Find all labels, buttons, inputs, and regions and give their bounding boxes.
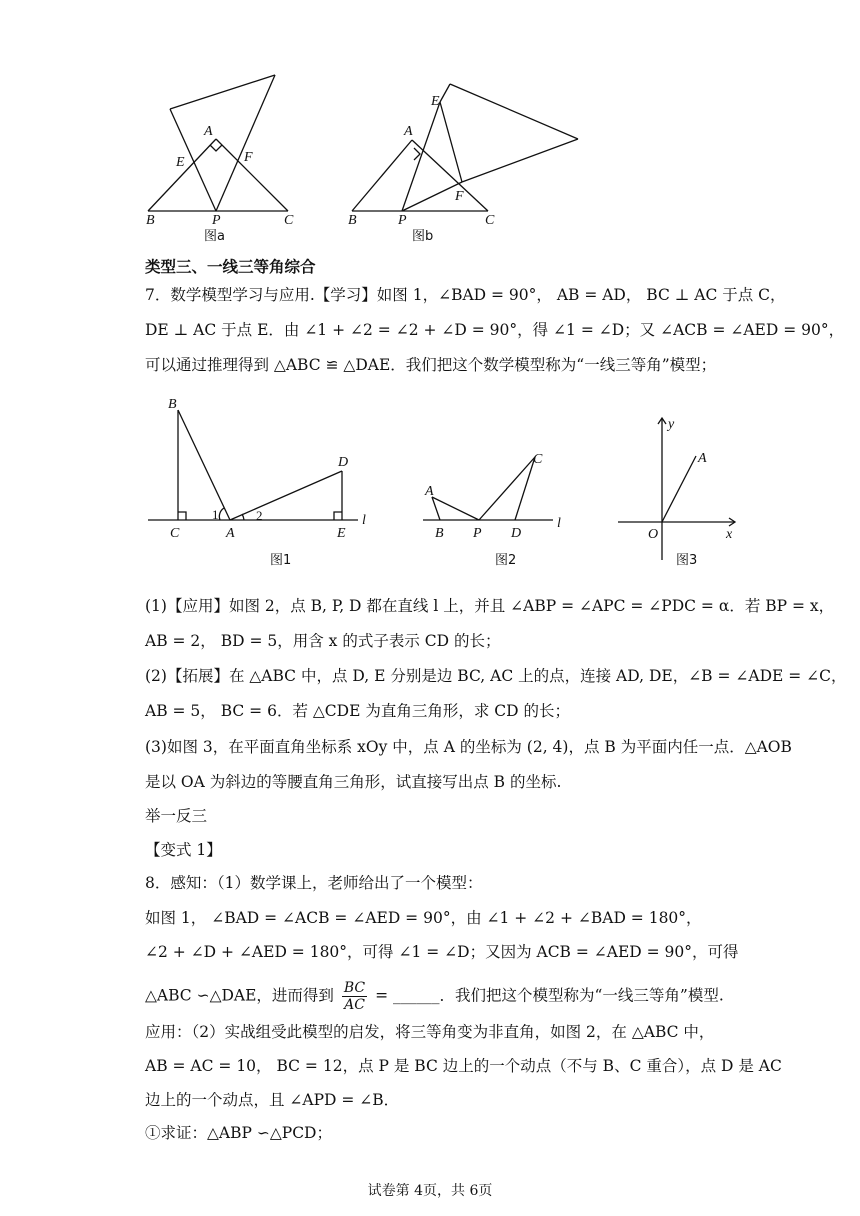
q7-line-1: 7．数学模型学习与应用.【学习】如图 1，∠BAD = 90°， AB = AD， BC ⊥ AC 于点 C， — [145, 286, 786, 304]
caption-fig-b: 图b — [412, 229, 434, 244]
label-A: A — [698, 451, 707, 466]
figure-2 — [415, 445, 575, 570]
caption-fig-3: 图3 — [676, 553, 698, 568]
label-F: F — [244, 150, 253, 165]
section-title: 举一反三 — [145, 807, 208, 825]
q8-line-4-post: = ______．我们把这个模型称为“一线三等角”模型. — [375, 986, 724, 1005]
q7-part3-line-2: 是以 OA 为斜边的等腰直角三角形，试直接写出点 B 的坐标. — [145, 773, 562, 791]
label-C: C — [533, 452, 543, 467]
figure-a — [140, 68, 330, 244]
label-A: A — [226, 526, 235, 541]
section-heading: 类型三、一线三等角综合 — [145, 258, 316, 276]
caption-fig-1: 图1 — [270, 553, 292, 568]
q8-line-6: AB = AC = 10， BC = 12，点 P 是 BC 边上的一个动点（不与 B、C 重合），点 D 是 AC — [145, 1057, 782, 1075]
caption-fig-2: 图2 — [495, 553, 517, 568]
figure-b — [340, 76, 590, 244]
label-C: C — [284, 213, 294, 228]
caption-fig-a: 图a — [204, 229, 225, 244]
label-C: C — [485, 213, 495, 228]
label-P: P — [212, 213, 221, 228]
label-C: C — [170, 526, 180, 541]
label-P: P — [473, 526, 482, 541]
label-E: E — [431, 94, 440, 109]
q7-line-2: DE ⊥ AC 于点 E．由 ∠1 + ∠2 = ∠2 + ∠D = 90°，得 ∠1 = ∠D；又 ∠ACB = ∠AED = 90°， — [145, 321, 845, 339]
label-B: B — [435, 526, 444, 541]
fraction-denominator: AC — [344, 997, 365, 1013]
figure-3 — [610, 410, 745, 570]
label-F: F — [455, 189, 464, 204]
q8-line-3: ∠2 + ∠D + ∠AED = 180°，可得 ∠1 = ∠D；又因为 ACB = ∠AED = 90°，可得 — [145, 943, 739, 961]
q7-part1-line-1: (1)【应用】如图 2，点 B, P, D 都在直线 l 上，并且 ∠ABP = ∠APC = ∠PDC = α．若 BP = x， — [145, 597, 835, 615]
label-l: l — [362, 513, 366, 528]
label-D: D — [338, 455, 349, 470]
label-E: E — [337, 526, 346, 541]
q8-line-1: 8．感知：（1）数学课上，老师给出了一个模型： — [145, 874, 483, 892]
label-angle-1: 1 — [212, 507, 219, 522]
label-P: P — [398, 213, 407, 228]
q8-line-8: ①求证：△ABP ∽△PCD； — [145, 1124, 332, 1142]
q7-part3-line-1: (3)如图 3，在平面直角坐标系 xOy 中，点 A 的坐标为 (2, 4)，点 B 为平面内任一点．△AOB — [145, 738, 792, 756]
q8-line-4 — [145, 980, 724, 1013]
q7-part1-line-2: AB = 2， BD = 5，用含 x 的式子表示 CD 的长； — [145, 632, 501, 650]
figure-1 — [140, 390, 380, 570]
label-y: y — [668, 417, 675, 432]
label-l: l — [557, 516, 561, 531]
q7-part2-line-1: (2)【拓展】在 △ABC 中，点 D, E 分别是边 BC, AC 上的点，连接 AD, DE，∠B = ∠ADE = ∠C， — [145, 667, 847, 685]
variant-label: 【变式 1】 — [145, 841, 222, 859]
fraction — [342, 980, 367, 1013]
q7-part2-line-2: AB = 5， BC = 6．若 △CDE 为直角三角形，求 CD 的长； — [145, 702, 570, 720]
label-D: D — [511, 526, 522, 541]
label-x: x — [726, 527, 733, 542]
q8-line-2: 如图 1， ∠BAD = ∠ACB = ∠AED = 90°，由 ∠1 + ∠2 + ∠BAD = 180°， — [145, 909, 702, 927]
label-B: B — [168, 397, 177, 412]
fraction-numerator: BC — [343, 980, 366, 996]
q7-line-3: 可以通过推理得到 △ABC ≌ △DAE．我们把这个数学模型称为“一线三等角”模型； — [145, 356, 717, 374]
label-B: B — [146, 213, 155, 228]
label-B: B — [348, 213, 357, 228]
label-O: O — [648, 527, 659, 542]
page-footer: 试卷第 4页，共 6页 — [367, 1183, 493, 1199]
q8-line-4-pre: △ABC ∽△DAE，进而得到 — [145, 986, 334, 1005]
q8-line-7: 边上的一个动点，且 ∠APD = ∠B． — [145, 1091, 400, 1109]
label-angle-2: 2 — [256, 508, 263, 523]
label-E: E — [176, 155, 185, 170]
label-A: A — [425, 484, 434, 499]
label-A: A — [404, 124, 413, 139]
q8-line-5: 应用：（2）实战组受此模型的启发，将三等角变为非直角，如图 2，在 △ABC 中， — [145, 1023, 715, 1041]
label-A: A — [204, 124, 213, 139]
